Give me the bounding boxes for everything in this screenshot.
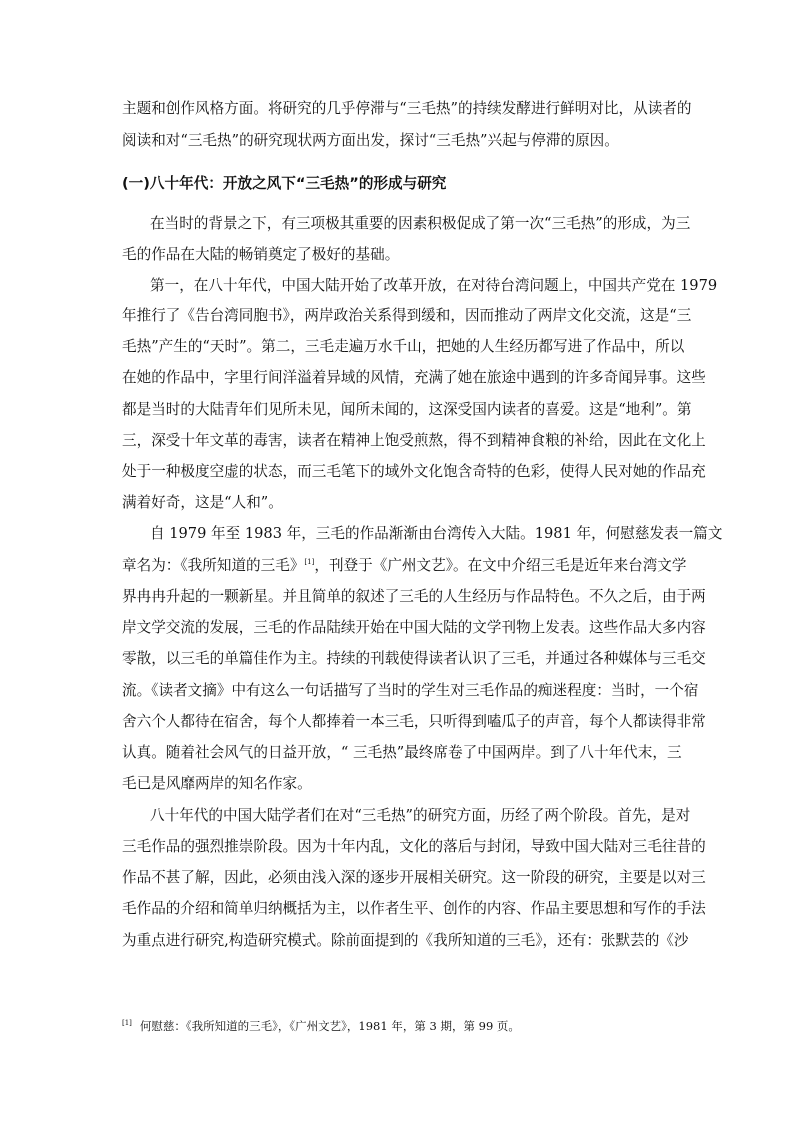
body-line: 毛已是风靡两岸的知名作家。 [122,775,312,792]
body-line: 作品不甚了解，因此，必须由浅入深的逐步开展相关研究。这一阶段的研究，主要是以对三 [122,869,706,886]
body-line: 第一，在八十年代，中国大陆开始了改革开放，在对待台湾问题上，中国共产党在 1979 [150,277,718,294]
footnote-reference[interactable]: [1] [304,558,315,566]
body-line: 三，深受十年文革的毒害，读者在精神上饱受煎熬，得不到精神食粮的补给，因此在文化上 [122,432,706,449]
footnote-text: 何慰慈：《我所知道的三毛》，《广州文艺》，1981 年，第 3 期，第 99 页。 [139,1019,520,1033]
body-line: 岸文学交流的发展，三毛的作品陆续开始在中国大陆的文学刊物上发表。这些作品大多内容 [122,619,706,636]
body-line: 认真。随着社会风气的日益开放，“ 三毛热”最终席卷了中国两岸。到了八十年代末，三 [122,744,682,761]
body-line: 毛作品的介绍和简单归纳概括为主，以作者生平、创作的内容、作品主要思想和写作的手法 [122,900,706,917]
body-line: 三毛作品的强烈推崇阶段。因为十年内乱，文化的落后与封闭，导致中国大陆对三毛往昔的 [122,838,706,855]
section-heading: (一)八十年代：开放之风下“三毛热”的形成与研究 [122,175,447,192]
body-line: 界冉冉升起的一颗新星。并且简单的叙述了三毛的人生经历与作品特色。不久之后，由于两 [122,588,706,605]
body-line: 阅读和对“三毛热”的研究现状两方面出发，探讨“三毛热”兴起与停滞的原因。 [122,132,619,149]
body-line: 在当时的背景之下，有三项极其重要的因素积极促成了第一次“三毛热”的形成，为三 [150,215,691,232]
body-line: 毛的作品在大陆的畅销奠定了极好的基础。 [122,246,400,263]
body-line: 主题和创作风格方面。将研究的几乎停滞与“三毛热”的持续发酵进行鲜明对比，从读者的 [122,100,692,117]
body-line: 都是当时的大陆青年们见所未见，闻所未闻的，这深受国内读者的喜爱。这是“地利”。第 [122,401,692,418]
body-line: 毛热”产生的“天时”。第二，三毛走遍万水千山，把她的人生经历都写进了作品中，所以 [122,338,685,355]
body-line: 为重点进行研究,构造研究模式。除前面提到的《我所知道的三毛》，还有：张默芸的《沙 [122,932,689,949]
body-line: 年推行了《告台湾同胞书》，两岸政治关系得到缓和，因而推动了两岸文化交流，这是“三 [122,307,692,324]
body-line: 流。《读者文摘》中有这么一句话描写了当时的学生对三毛作品的痴迷程度：当时，一个宿 [122,682,699,699]
body-line: 零散，以三毛的单篇佳作为主。持续的刊载使得读者认识了三毛，并通过各种媒体与三毛交 [122,650,706,667]
footnote [122,1013,520,1033]
body-line: 自 1979 年至 1983 年，三毛的作品渐渐由台湾传入大陆。1981 年，何慰慈发表一篇文 [150,525,723,542]
body-line: 舍六个人都待在宿舍，每个人都捧着一本三毛，只听得到嗑瓜子的声音，每个人都读得非常 [122,713,706,730]
body-line: 处于一种极度空虚的状态，而三毛笔下的域外文化饱含奇特的色彩，使得人民对她的作品充 [122,463,706,480]
footnote-marker: [1] [122,1019,132,1027]
body-line: 八十年代的中国大陆学者们在对“三毛热”的研究方面，历经了两个阶段。首先，是对 [150,807,691,824]
body-line: 章名为：《我所知道的三毛》[1]，刊登于《广州文艺》。在文中介绍三毛是近年来台湾文学 [122,557,687,574]
body-line: 在她的作品中，字里行间洋溢着异域的风情，充满了她在旅途中遇到的许多奇闻异事。这些 [122,369,706,386]
body-line: 满着好奇，这是“人和”。 [122,494,283,511]
